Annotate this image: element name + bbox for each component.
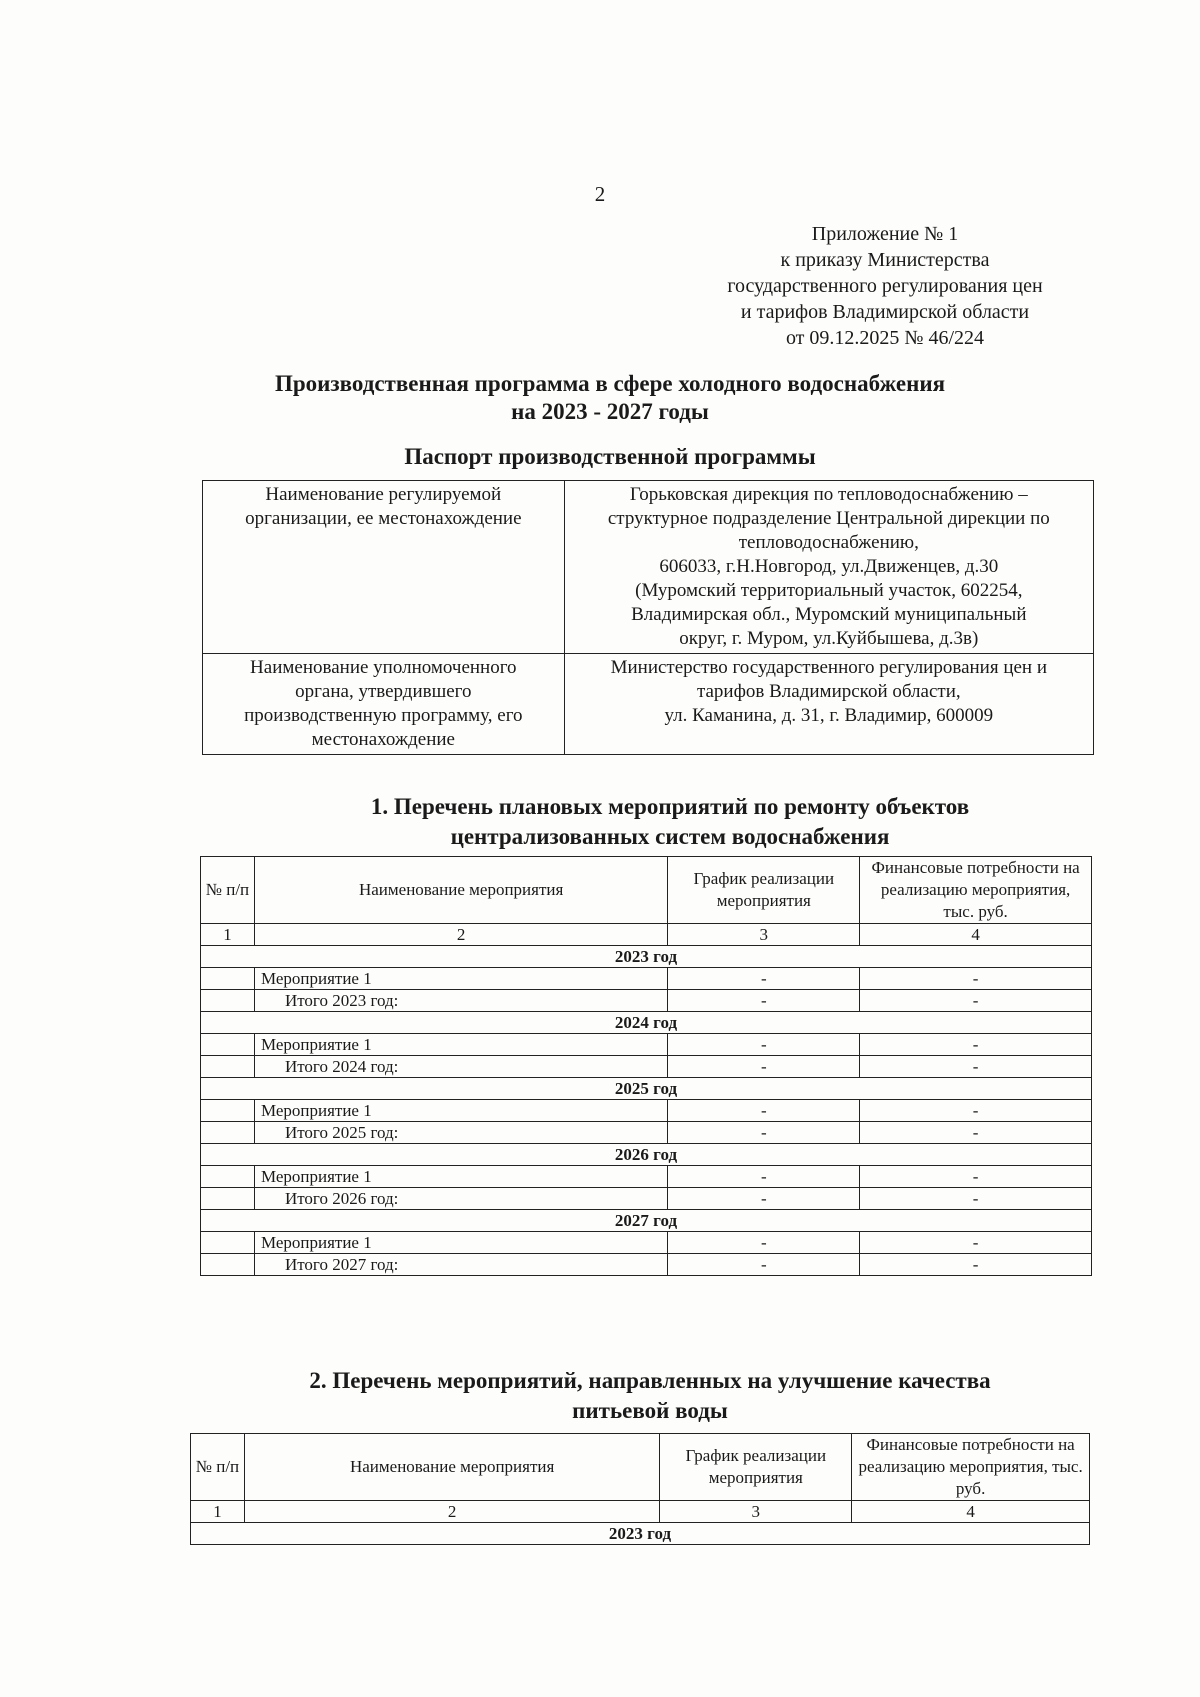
table-row	[201, 968, 1092, 990]
appendix-block	[700, 221, 1070, 351]
col-header-name: Наименование мероприятия	[244, 1434, 659, 1501]
page-number: 2	[594, 182, 606, 206]
year-row	[201, 1078, 1092, 1100]
total-label: Итого 2024 год:	[254, 1056, 667, 1078]
total-label: Итого 2023 год:	[254, 990, 667, 1012]
appendix-line: от 09.12.2025 № 46/224	[785, 327, 985, 349]
total-row	[201, 1122, 1092, 1144]
table-header-row	[201, 857, 1092, 924]
event-name: Мероприятие 1	[254, 1166, 667, 1188]
year-label: 2027 год	[201, 1210, 1092, 1232]
section1-heading: 1. Перечень плановых мероприятий по ремонту объектов централизованных систем водоснабжения	[370, 794, 970, 849]
event-name: Мероприятие 1	[254, 968, 667, 990]
event-schedule: -	[668, 1034, 860, 1056]
total-schedule: -	[668, 990, 860, 1012]
col-header-schedule: График реализации мероприятия	[660, 1434, 852, 1501]
year-label: 2024 год	[201, 1012, 1092, 1034]
section2-heading: 2. Перечень мероприятий, направленных на улучшение качества питьевой воды	[309, 1368, 991, 1423]
passport-table	[202, 480, 1094, 755]
col-header-number: № п/п	[201, 857, 255, 924]
appendix-line: государственного регулирования цен	[727, 275, 1043, 297]
appendix-line: к приказу Министерства	[780, 249, 990, 271]
table-row	[201, 1232, 1092, 1254]
event-name: Мероприятие 1	[254, 1034, 667, 1056]
total-schedule: -	[668, 1254, 860, 1276]
table-row	[201, 1034, 1092, 1056]
year-label: 2026 год	[201, 1144, 1092, 1166]
total-label: Итого 2027 год:	[254, 1254, 667, 1276]
title-line: Производственная программа в сфере холодного водоснабжения	[274, 371, 946, 396]
total-schedule: -	[668, 1188, 860, 1210]
total-finance: -	[860, 1122, 1092, 1144]
year-row	[201, 1012, 1092, 1034]
water-quality-table	[190, 1433, 1090, 1545]
appendix-line: Приложение № 1	[811, 223, 959, 245]
event-schedule: -	[668, 1232, 860, 1254]
event-finance: -	[860, 1232, 1092, 1254]
event-finance: -	[860, 968, 1092, 990]
col-header-finance: Финансовые потребности на реализацию мероприятия, тыс. руб.	[860, 857, 1092, 924]
column-number-row: 1 2 3 4	[201, 924, 1092, 946]
total-finance: -	[860, 1188, 1092, 1210]
year-row	[201, 1144, 1092, 1166]
year-row	[201, 1210, 1092, 1232]
passport-value: Министерство государственного регулирования цен и тарифов Владимирской области, ул. Каманина, д. 31, г. Владимир, 600009	[564, 654, 1093, 755]
repair-events-table	[200, 856, 1092, 1276]
passport-row	[203, 481, 1094, 654]
event-finance: -	[860, 1100, 1092, 1122]
passport-label: Наименование уполномоченного органа, утвердившего производственную программу, его местонахождение	[203, 654, 565, 755]
passport-value: Горьковская дирекция по тепловодоснабжению – структурное подразделение Центральной дирекции по тепловодоснабжению, 606033, г.Н.Новгород, ул.Движенцев, д.30 (Муромский территориальный участок, 602254, Владимирская обл., Муромский муниципальный округ, г. Муром, ул.Куйбышева, д.3в)	[564, 481, 1093, 654]
col-header-name: Наименование мероприятия	[254, 857, 667, 924]
total-label: Итого 2025 год:	[254, 1122, 667, 1144]
col-header-finance: Финансовые потребности на реализацию мероприятия, тыс. руб.	[852, 1434, 1090, 1501]
event-name: Мероприятие 1	[254, 1232, 667, 1254]
year-row	[201, 946, 1092, 968]
passport-row	[203, 654, 1094, 755]
year-label: 2023 год	[201, 946, 1092, 968]
year-row: 2023 год	[191, 1523, 1090, 1545]
total-row	[201, 1254, 1092, 1276]
total-schedule: -	[668, 1056, 860, 1078]
total-row	[201, 1056, 1092, 1078]
total-finance: -	[860, 990, 1092, 1012]
event-schedule: -	[668, 1166, 860, 1188]
passport-label: Наименование регулируемой организации, ее местонахождение	[203, 481, 565, 654]
total-label: Итого 2026 год:	[254, 1188, 667, 1210]
event-schedule: -	[668, 968, 860, 990]
table-row	[201, 1166, 1092, 1188]
passport-heading: Паспорт производственной программы	[404, 444, 816, 469]
title-line: на 2023 - 2027 годы	[511, 399, 709, 424]
event-name: Мероприятие 1	[254, 1100, 667, 1122]
total-finance: -	[860, 1056, 1092, 1078]
event-finance: -	[860, 1166, 1092, 1188]
total-row	[201, 990, 1092, 1012]
event-finance: -	[860, 1034, 1092, 1056]
event-schedule: -	[668, 1100, 860, 1122]
total-finance: -	[860, 1254, 1092, 1276]
document-title	[180, 370, 1040, 426]
total-schedule: -	[668, 1122, 860, 1144]
column-number-row: 1 2 3 4	[191, 1501, 1090, 1523]
col-header-number: № п/п	[191, 1434, 245, 1501]
year-label: 2025 год	[201, 1078, 1092, 1100]
col-header-schedule: График реализации мероприятия	[668, 857, 860, 924]
table-header-row	[191, 1434, 1090, 1501]
appendix-line: и тарифов Владимирской области	[740, 301, 1030, 323]
table-row	[201, 1100, 1092, 1122]
years-body	[201, 946, 1092, 1276]
total-row	[201, 1188, 1092, 1210]
